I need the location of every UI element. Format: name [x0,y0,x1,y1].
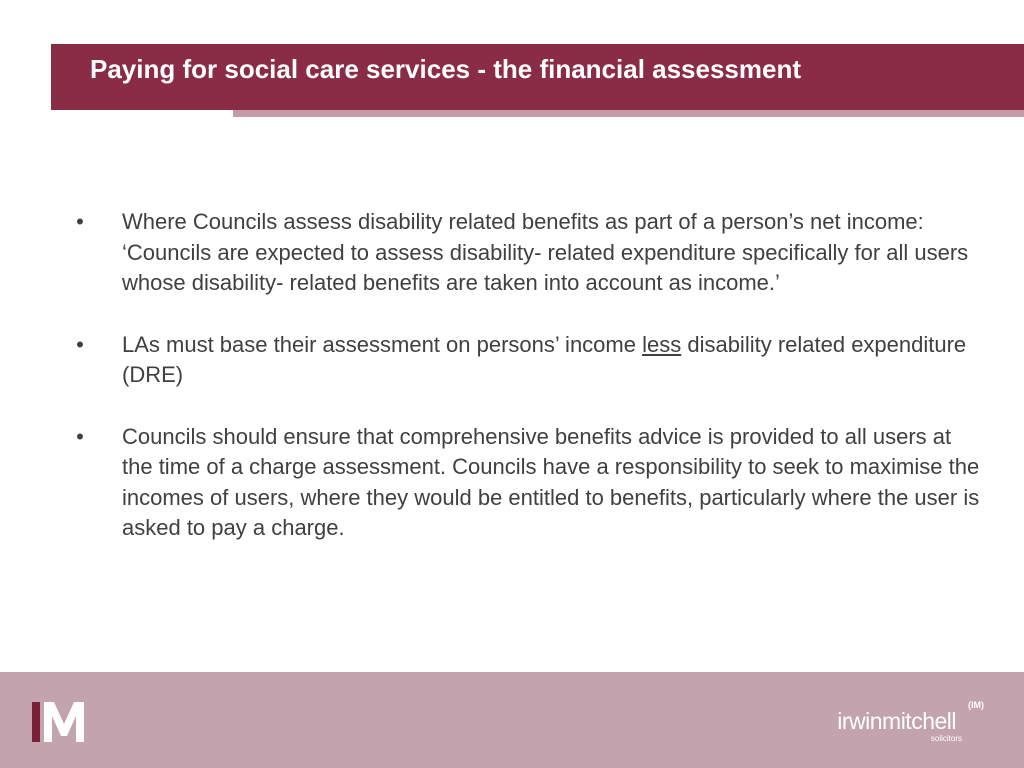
bullet-text-after: disability related expenditure (DRE) [122,331,967,387]
brand-subtitle: solicitors [930,734,962,743]
bullet-text: Councils should ensure that comprehensive benefits advice is provided to all users at the time of a charge assessment. Councils have a responsibility to seek to maximise the incomes of users, where they would be entitled to benefits, particularly where the user is asked to pay a charge. [122,423,980,540]
brand-mark-icon: (IM) [968,700,984,710]
bullet-marker: • [76,423,84,449]
list-item [70,330,980,391]
brand-logo [794,700,984,748]
bullet-text [122,332,966,388]
page-title: Paying for social care services - the financial assessment [90,54,802,84]
list-item [70,422,980,544]
bullet-text-before: LAs must base their assessment on persons’ income [122,331,643,357]
im-logo-icon [32,702,96,742]
brand-mark-text: IM [971,700,981,710]
list-item [70,207,980,299]
brand-name: irwinmitchell [837,708,956,734]
bullet-marker: • [76,209,84,234]
bullet-marker: • [76,331,84,357]
title-underline [233,110,1024,117]
bullet-text: Where Councils assess disability related benefits as part of a person’s net income: ‘Councils are expected to assess disability- related expenditure specifically for all users whose disability- related benefits are taken into account as income.’ [122,209,969,295]
underlined-word: less [642,331,682,357]
bullet-list [70,207,980,575]
